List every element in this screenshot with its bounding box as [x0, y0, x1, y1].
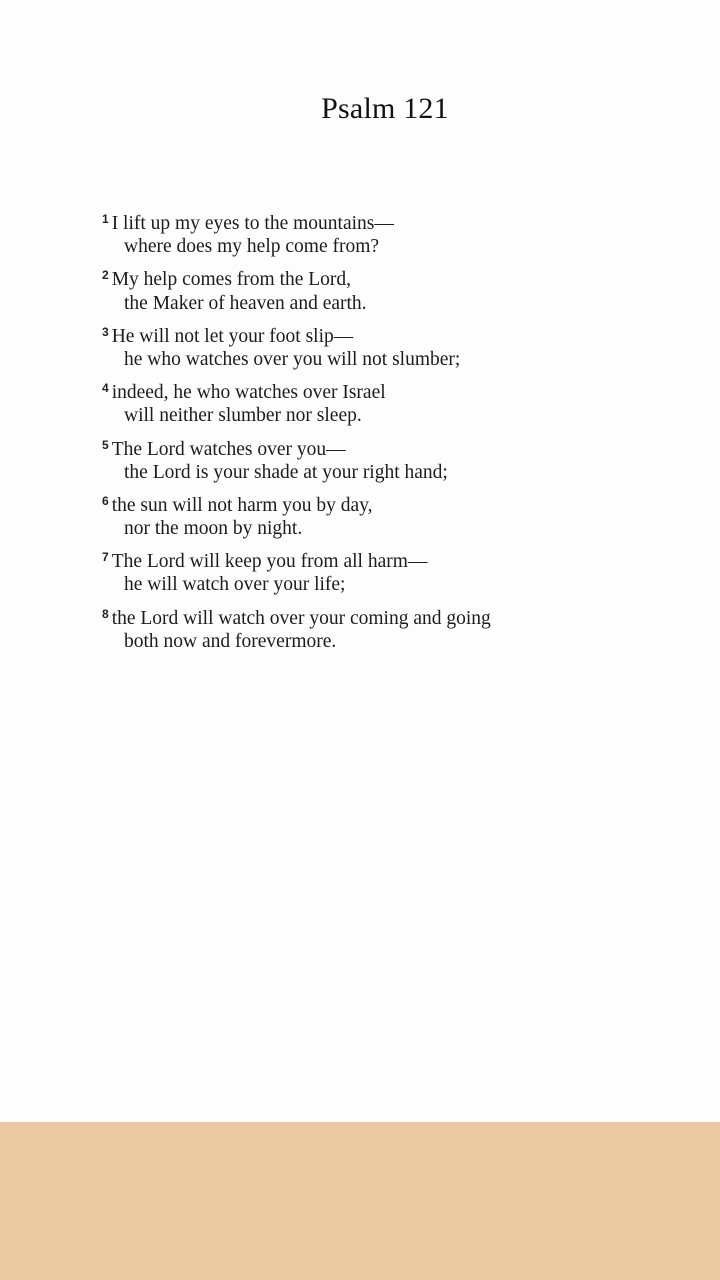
verse-number: 3 [102, 324, 109, 339]
verse-text: indeed, he who watches over Israel [111, 382, 386, 404]
verse-1-line-1 [100, 205, 700, 233]
verse-8-line-1 [100, 600, 700, 628]
verse-5-line-2: the Lord is your shade at your right hand; [124, 461, 448, 483]
verse-number: 5 [102, 437, 109, 452]
verse-list [100, 205, 700, 656]
verse-number: 1 [102, 212, 109, 226]
verse-number: 6 [102, 493, 109, 508]
verse-7-line-2: he will watch over your life; [124, 574, 346, 596]
verse-number: 7 [102, 550, 109, 565]
verse-text: the Lord will watch over your coming and going [111, 607, 491, 629]
verse-2-line-2: the Maker of heaven and earth. [124, 292, 367, 314]
verse-text: He will not let your foot slip— [111, 325, 354, 347]
verse-8-line-2: both now and forevermore. [124, 630, 337, 652]
verse-4-line-2: will neither slumber nor sleep. [124, 405, 362, 427]
verse-number: 2 [102, 268, 109, 283]
verse-number: 4 [102, 381, 109, 396]
verse-4-line-1 [100, 374, 700, 402]
verse-6-line-2: nor the moon by night. [124, 518, 303, 540]
verse-1-line-2: where does my help come from? [124, 236, 380, 258]
verse-text: The Lord will keep you from all harm— [111, 551, 428, 573]
page-title: Psalm 121 [321, 92, 449, 125]
verse-2-line-1 [100, 261, 700, 289]
footer-band [0, 1122, 720, 1280]
verse-number: 8 [102, 606, 109, 621]
verse-text: The Lord watches over you— [111, 438, 346, 460]
verse-5-line-1 [100, 431, 700, 459]
verse-text: I lift up my eyes to the mountains— [111, 213, 394, 234]
verse-7-line-1 [100, 543, 700, 571]
verse-3-line-1 [100, 318, 700, 346]
verse-3-line-2: he who watches over you will not slumber; [124, 348, 461, 370]
verse-text: My help comes from the Lord, [111, 269, 352, 291]
verse-text: the sun will not harm you by day, [111, 494, 373, 516]
verse-6-line-1 [100, 487, 700, 515]
